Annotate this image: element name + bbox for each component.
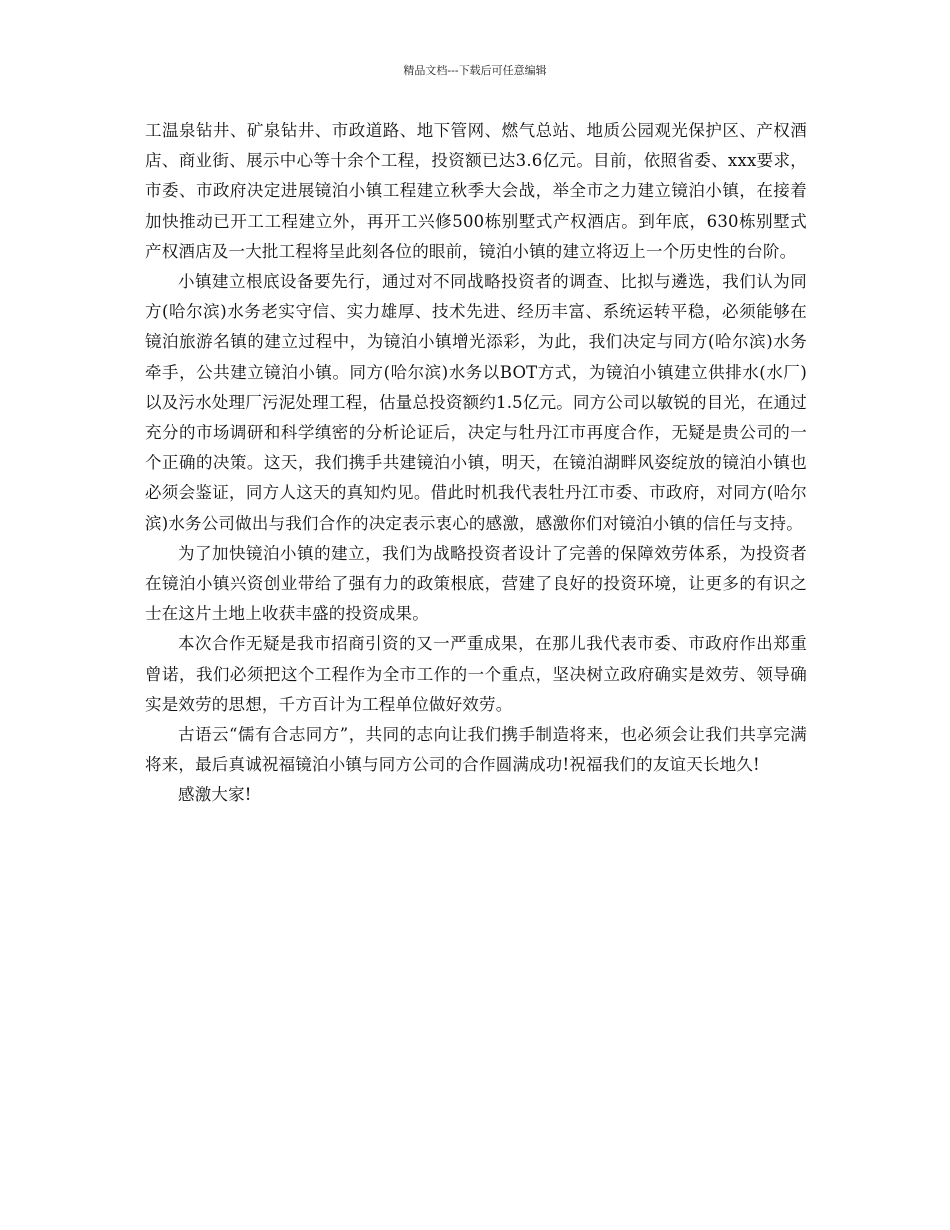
- page-header: 精品文档---下载后可任意编辑: [403, 64, 547, 77]
- paragraph-2: 小镇建立根底设备要先行，通过对不同战略投资者的调查、比拟与遴选，我们认为同方(哈尔滨)水务老实守信、实力雄厚、技术先进、经历丰富、系统运转平稳，必须能够在镜泊旅游名镇的建立过程中，为镜泊小镇增光添彩，为此，我们决定与同方(哈尔滨)水务牵手，公共建立镜泊小镇。同方(哈尔滨)水务以BOT方式，为镜泊小镇建立供排水(水厂)以及污水处理厂污泥处理工程，估量总投资额约1.5亿元。同方公司以敏锐的目光，在通过充分的市场调研和科学缜密的分析论证后，决定与牡丹江市再度合作，无疑是贵公司的一个正确的决策。这天，我们携手共建镜泊小镇，明天，在镜泊湖畔风姿绽放的镜泊小镇也必须会鉴证，同方人这天的真知灼见。借此时机我代表牡丹江市委、市政府，对同方(哈尔滨)水务公司做出与我们合作的决定表示衷心的感激，感激你们对镜泊小镇的信任与支持。: [145, 272, 807, 533]
- document-body: [145, 116, 807, 811]
- paragraph-1: 工温泉钻井、矿泉钻井、市政道路、地下管网、燃气总站、地质公园观光保护区、产权酒店、商业街、展示中心等十余个工程，投资额已达3.6亿元。目前，依照省委、xxx要求，市委、市政府决定进展镜泊小镇工程建立秋季大会战，举全市之力建立镜泊小镇，在接着加快推动已开工工程建立外，再开工兴修500栋别墅式产权酒店。到年底，630栋别墅式产权酒店及一大批工程将呈此刻各位的眼前，镜泊小镇的建立将迈上一个历史性的台阶。: [145, 121, 807, 261]
- paragraph-5: 古语云“儒有合志同方”，共同的志向让我们携手制造将来，也必须会让我们共享完满将来，最后真诚祝福镜泊小镇与同方公司的合作圆满成功!祝福我们的友谊天长地久!: [145, 725, 807, 775]
- paragraph-3: 为了加快镜泊小镇的建立，我们为战略投资者设计了完善的保障效劳体系，为投资者在镜泊小镇兴资创业带给了强有力的政策根底，营建了良好的投资环境，让更多的有识之士在这片土地上收获丰盛的投资成果。: [145, 543, 807, 624]
- paragraph-6: 感激大家!: [178, 785, 252, 805]
- paragraph-4: 本次合作无疑是我市招商引资的又一严重成果，在那儿我代表市委、市政府作出郑重曾诺，我们必须把这个工程作为全市工作的一个重点，坚决树立政府确实是效劳、领导确实是效劳的思想，千方百计为工程单位做好效劳。: [145, 634, 807, 714]
